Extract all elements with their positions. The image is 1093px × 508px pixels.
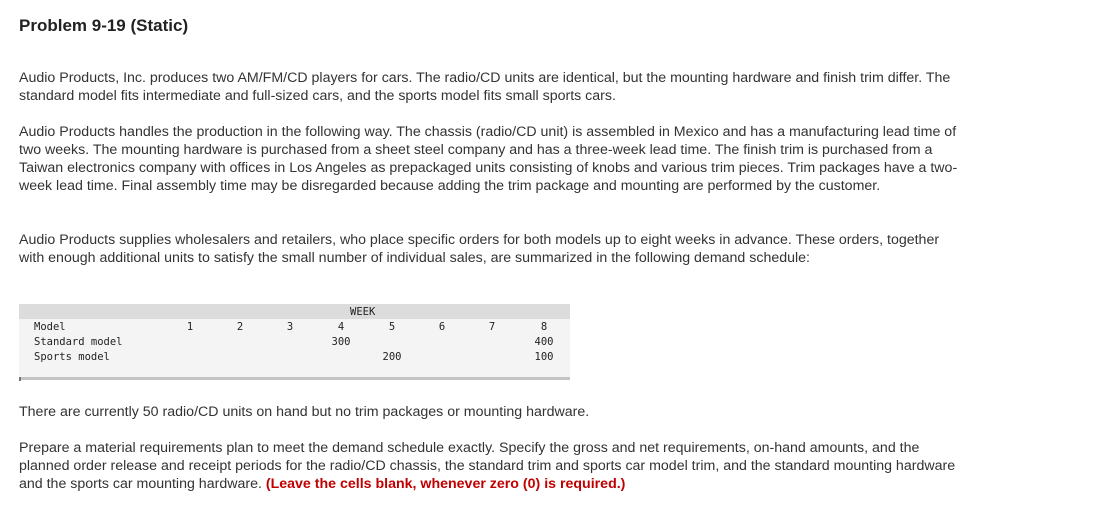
week-header-2: 2 (236, 321, 244, 333)
week-header-7: 7 (488, 321, 496, 333)
model-column-header: Model (34, 321, 66, 333)
week-header-1: 1 (186, 321, 194, 333)
week-header-6: 6 (438, 321, 446, 333)
week-header-4: 4 (337, 321, 345, 333)
table-header-bar (19, 304, 570, 319)
instruction-paragraph (19, 439, 959, 493)
on-hand-paragraph: There are currently 50 radio/CD units on hand but no trim packages or mounting hardware. (19, 404, 590, 420)
demand-paragraph: Audio Products supplies wholesalers and retailers, who place specific orders for both models up to eight weeks in advance. These orders, together with enough additional units to satisfy the small number of individual sales, are summarized in the following demand schedule: (19, 232, 940, 266)
standard-week-4-value: 300 (331, 336, 351, 348)
row-label-sports: Sports model (34, 351, 110, 363)
sports-week-5-value: 200 (382, 351, 402, 363)
week-header-5: 5 (388, 321, 396, 333)
standard-week-8-value: 400 (534, 336, 554, 348)
production-paragraph: Audio Products handles the production in the following way. The chassis (radio/CD unit) is assembled in Mexico and has a manufacturing lead time of two weeks. The mounting hardware is purchased from a sheet steel company and has a three-week lead time. The finish trim is purchased from a Taiwan electronics company with offices in Los Angeles as prepackaged units consisting of knobs and various trim pieces. Trim packages have a two-week lead time. Final assembly time may be disregarded because adding the trim package and mounting are performed by the customer. (19, 124, 958, 194)
row-label-standard: Standard model (34, 336, 123, 348)
demand-schedule-table (19, 304, 570, 380)
week-group-header: WEEK (350, 306, 376, 318)
blank-cells-warning: (Leave the cells blank, whenever zero (0) is required.) (265, 476, 626, 492)
week-header-8: 8 (540, 321, 548, 333)
table-bottom-mark (19, 377, 21, 381)
instruction-text: Prepare a material requirements plan to meet the demand schedule exactly. Specify the gross and net requirements, on-hand amounts, and the planned order release and receipt periods for the radio/CD chassis, the standard trim and sports car model trim, and the standard mounting hardware and the sports car mounting hardware. (19, 440, 956, 492)
week-header-3: 3 (286, 321, 294, 333)
intro-paragraph: Audio Products, Inc. produces two AM/FM/CD players for cars. The radio/CD units are identical, but the mounting hardware and finish trim differ. The standard model fits intermediate and full-sized cars, and the sports model fits small sports cars. (19, 70, 951, 104)
problem-title: Problem 9-19 (Static) (19, 16, 189, 35)
sports-week-8-value: 100 (534, 351, 554, 363)
